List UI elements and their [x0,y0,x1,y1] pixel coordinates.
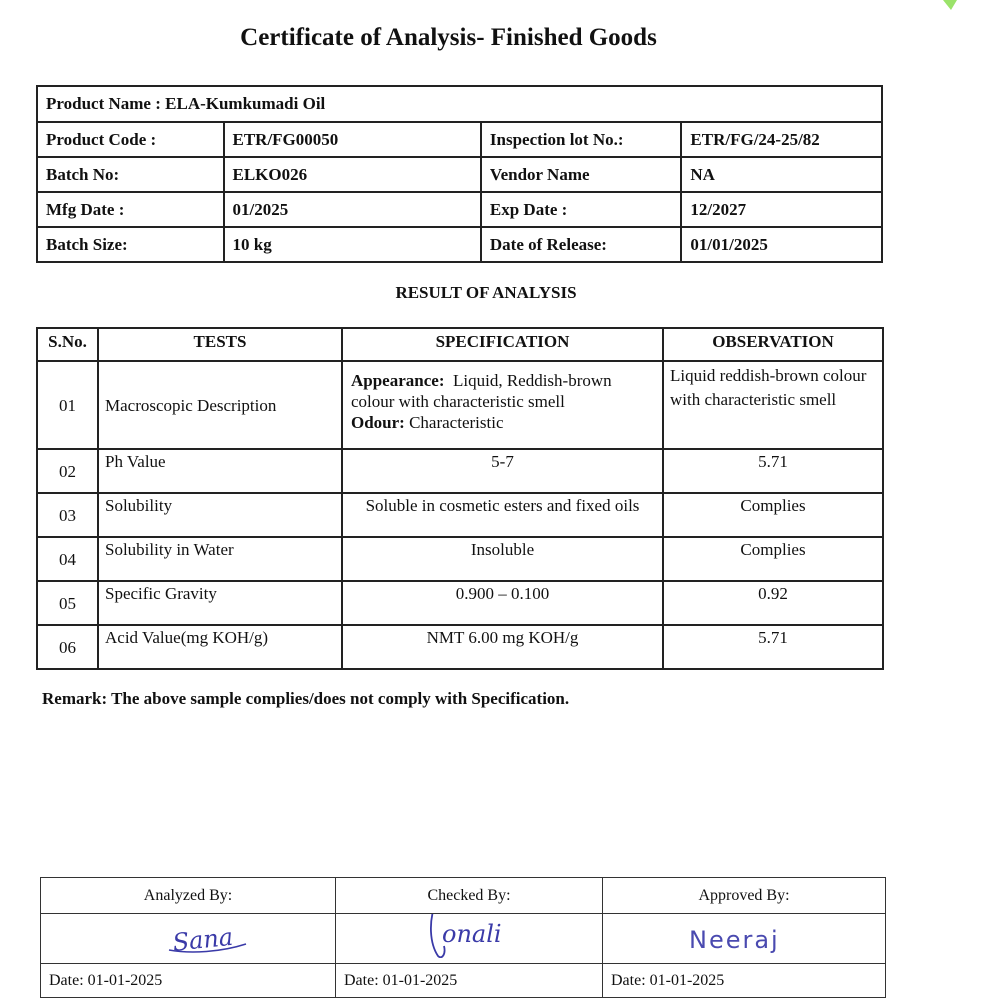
info-value: NA [681,157,882,192]
info-label: Mfg Date : [37,192,224,227]
signature-table [40,877,886,998]
row-sno: 02 [37,449,98,493]
signature-sana-image [41,914,336,958]
row-observation: 5.71 [663,625,883,669]
info-row [37,227,882,262]
info-label: Vendor Name [481,157,682,192]
approved-date: Date: 01-01-2025 [603,964,886,998]
signature-sonali-image [336,914,603,958]
row-test: Macroscopic Description [98,361,342,449]
row-observation: Complies [663,493,883,537]
header-observation: OBSERVATION [663,328,883,361]
svg-text:Neeraj: Neeraj [689,926,780,954]
row-sno: 04 [37,537,98,581]
table-row [37,537,883,581]
info-value: 10 kg [224,227,481,262]
info-row [37,192,882,227]
info-label: Batch No: [37,157,224,192]
row-observation: Liquid reddish-brown colour with characteristic smell [663,361,883,449]
header-specification: SPECIFICATION [342,328,663,361]
row-test: Acid Value(mg KOH/g) [98,625,342,669]
signature-label-row [41,878,886,914]
approved-signature [603,914,886,964]
row-test: Specific Gravity [98,581,342,625]
product-name-cell [37,86,882,122]
info-label: Batch Size: [37,227,224,262]
product-info-table [36,85,883,263]
odour-label: Odour: [351,413,405,432]
info-value: ELKO026 [224,157,481,192]
odour-text: Characteristic [409,413,504,432]
row-test: Solubility [98,493,342,537]
result-heading: RESULT OF ANALYSIS [395,283,577,302]
row-spec: 0.900 – 0.100 [342,581,663,625]
product-name-value: ELA-Kumkumadi Oil [165,94,326,113]
table-row [37,493,883,537]
row-test: Ph Value [98,449,342,493]
info-label: Product Code : [37,122,224,157]
info-value: ETR/FG/24-25/82 [681,122,882,157]
row-test: Solubility in Water [98,537,342,581]
header-tests: TESTS [98,328,342,361]
row-spec: Soluble in cosmetic esters and fixed oils [342,493,663,537]
row-spec: NMT 6.00 mg KOH/g [342,625,663,669]
analyzed-signature [41,914,336,964]
info-value: 12/2027 [681,192,882,227]
info-row [37,122,882,157]
info-value: 01/01/2025 [681,227,882,262]
info-label: Date of Release: [481,227,682,262]
svg-text:onali: onali [442,920,502,948]
corner-mark-icon [929,0,959,14]
row-sno: 01 [37,361,98,449]
checked-by-label: Checked By: [336,878,603,914]
row-spec: 5-7 [342,449,663,493]
analyzed-date: Date: 01-01-2025 [41,964,336,998]
row-sno: 06 [37,625,98,669]
row-spec [342,361,663,449]
page-title: Certificate of Analysis- Finished Goods [240,24,657,51]
signature-neeraj-image [603,914,886,958]
row-observation: Complies [663,537,883,581]
product-name-label: Product Name : [46,94,161,113]
info-row [37,157,882,192]
row-sno: 05 [37,581,98,625]
info-label: Exp Date : [481,192,682,227]
approved-by-label: Approved By: [603,878,886,914]
table-row [37,581,883,625]
results-table [36,327,884,670]
table-row [37,361,883,449]
checked-signature [336,914,603,964]
checked-date: Date: 01-01-2025 [336,964,603,998]
signature-row [41,914,886,964]
info-value: ETR/FG00050 [224,122,481,157]
info-label: Inspection lot No.: [481,122,682,157]
table-row [37,625,883,669]
results-header-row [37,328,883,361]
svg-text:Sana: Sana [171,922,235,957]
appearance-text: Liquid, Reddish-brown colour with characteristic smell [351,371,612,411]
row-sno: 03 [37,493,98,537]
row-observation: 5.71 [663,449,883,493]
analyzed-by-label: Analyzed By: [41,878,336,914]
remark-text: Remark: The above sample complies/does not comply with Specification. [42,689,570,708]
signature-date-row [41,964,886,998]
info-value: 01/2025 [224,192,481,227]
header-sno: S.No. [37,328,98,361]
row-observation: 0.92 [663,581,883,625]
table-row [37,449,883,493]
appearance-label: Appearance: [351,371,445,390]
row-spec: Insoluble [342,537,663,581]
